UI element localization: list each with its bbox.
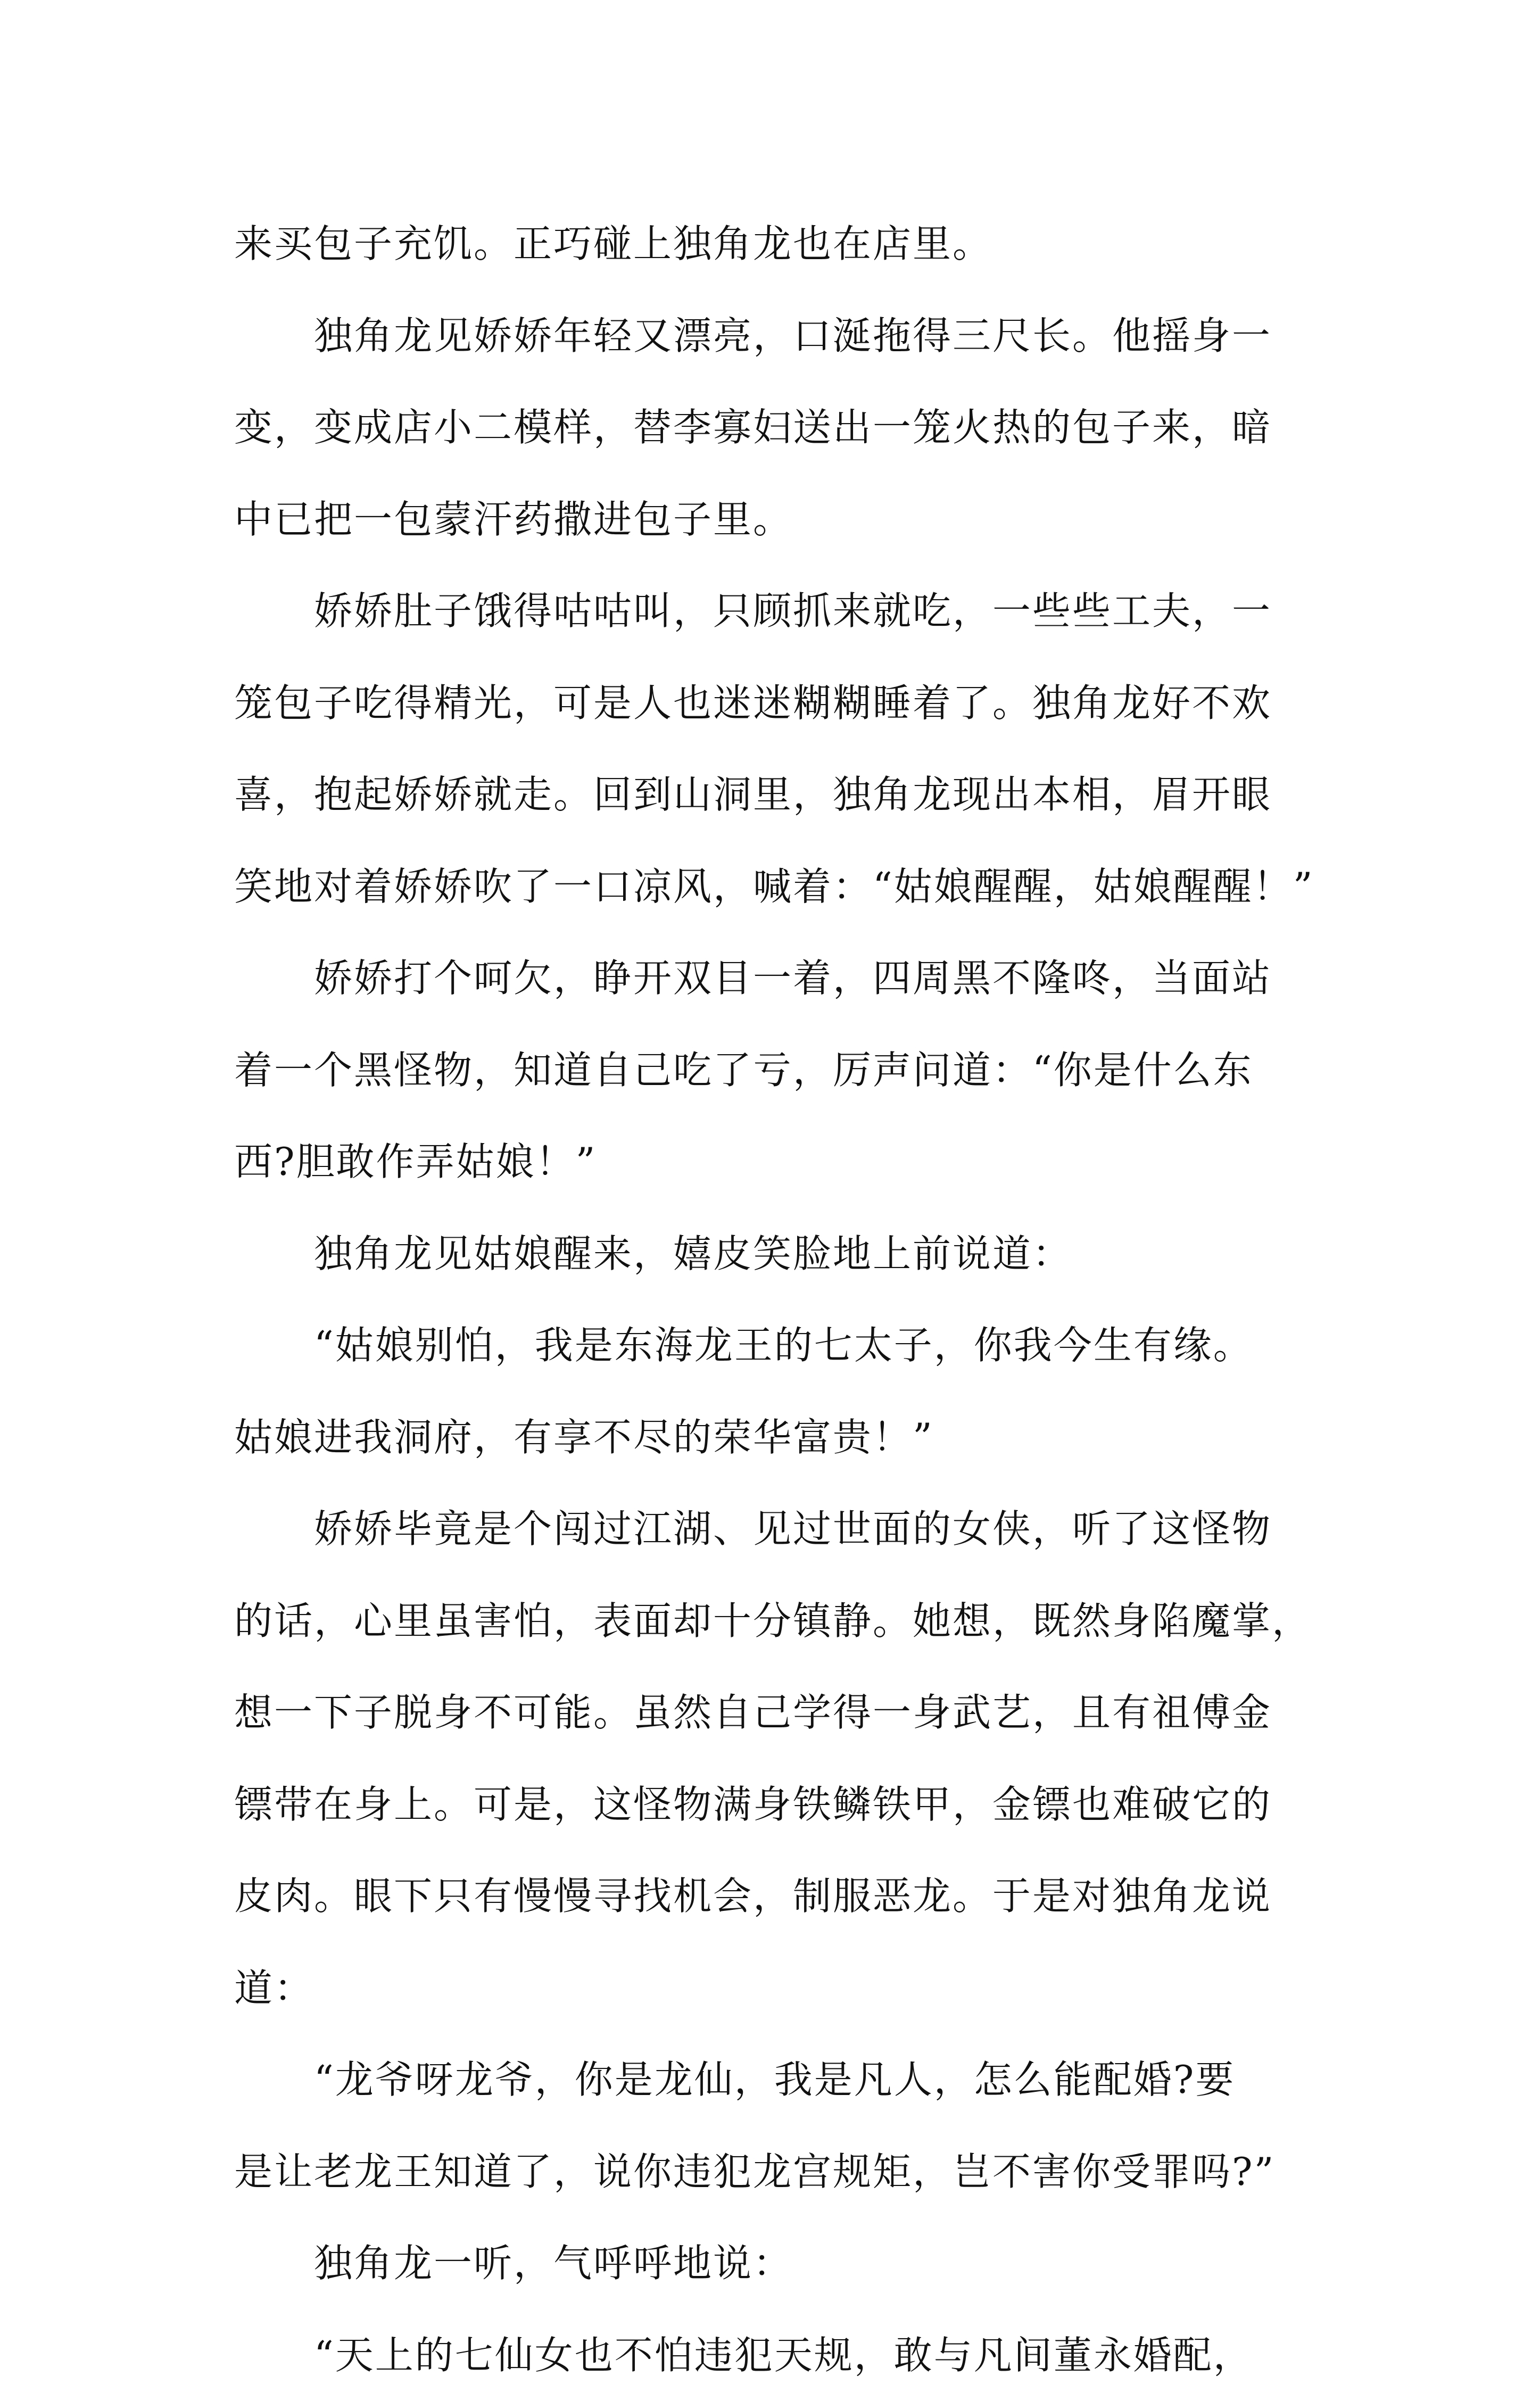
text-line: 笑地对着娇娇吹了一口凉风，喊着：“姑娘醒醒，姑娘醒醒！”	[234, 841, 1341, 933]
text-line: 独角龙见娇娇年轻又漂亮，口涎拖得三尺长。他摇身一	[234, 290, 1341, 382]
text-line: 的话，心里虽害怕，表面却十分镇静。她想，既然身陷魔掌，	[234, 1575, 1341, 1667]
text-line: 镖带在身上。可是，这怪物满身铁鳞铁甲，金镖也难破它的	[234, 1759, 1341, 1851]
text-line: 变，变成店小二模样，替李寡妇送出一笼火热的包子来，暗	[234, 382, 1341, 474]
text-line: 喜，抱起娇娇就走。回到山洞里，独角龙现出本相，眉开眼	[234, 749, 1341, 841]
text-line: 娇娇打个呵欠，睁开双目一着，四周黑不隆咚，当面站	[234, 932, 1341, 1024]
text-line: “天上的七仙女也不怕违犯天规，敢与凡间董永婚配，	[234, 2309, 1341, 2401]
body-text	[234, 198, 1341, 2401]
text-line: 独角龙见姑娘醒来，嬉皮笑脸地上前说道：	[234, 1208, 1341, 1300]
text-line: 中已把一包蒙汗药撒进包子里。	[234, 474, 1341, 566]
text-line: 独角龙一听，气呼呼地说：	[234, 2217, 1341, 2309]
text-line: 是让老龙王知道了，说你违犯龙宫规矩，岂不害你受罪吗?”	[234, 2126, 1341, 2218]
text-line: 姑娘进我洞府，有享不尽的荣华富贵！”	[234, 1392, 1341, 1484]
text-line: 娇娇毕竟是个闯过江湖、见过世面的女侠，听了这怪物	[234, 1483, 1341, 1575]
text-line: 想一下子脱身不可能。虽然自己学得一身武艺，且有祖傅金	[234, 1667, 1341, 1759]
text-line: 皮肉。眼下只有慢慢寻找机会，制服恶龙。于是对独角龙说	[234, 1850, 1341, 1942]
text-line: 来买包子充饥。正巧碰上独角龙也在店里。	[234, 198, 1341, 290]
text-line: “姑娘别怕，我是东海龙王的七太子，你我今生有缘。	[234, 1299, 1341, 1392]
text-line: 着一个黑怪物，知道自己吃了亏，厉声问道：“你是什么东	[234, 1024, 1341, 1116]
text-line: 道：	[234, 1942, 1341, 2034]
text-line: “龙爷呀龙爷，你是龙仙，我是凡人，怎么能配婚?要	[234, 2034, 1341, 2126]
text-line: 西?胆敢作弄姑娘！”	[234, 1116, 1341, 1208]
text-line: 娇娇肚子饿得咕咕叫，只顾抓来就吃，一些些工夫，一	[234, 565, 1341, 657]
text-line: 笼包子吃得精光，可是人也迷迷糊糊睡着了。独角龙好不欢	[234, 657, 1341, 749]
